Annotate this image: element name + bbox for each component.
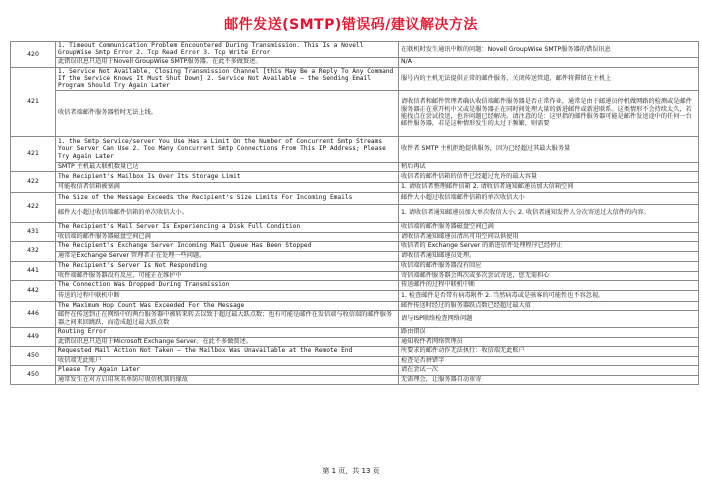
table-row bbox=[11, 162, 699, 171]
table-row bbox=[11, 365, 699, 375]
error-message-en: The Recipient's Exchange Server Incoming Mail Queue Has Been Stopped bbox=[56, 241, 399, 251]
error-code-cell: 446 bbox=[11, 301, 56, 327]
suggested-solution: 1. 检查邮件是否带有病毒附件 2. 当然病毒或是骇客的可能性也不容忽视。 bbox=[399, 290, 699, 301]
error-message-en: 1. Service Not Available, Closing Transmission Channel [this May Be a Reply To Any Command If the Service Knows It Must Shut Down] 2. Service Not Available – the Sending Email Program Should Try Again Later bbox=[56, 67, 399, 90]
table-row bbox=[11, 192, 699, 204]
error-explanation: 在联机时发生通讯中断的问题：Novell GroupWise SMTP服务器的错误讯息 bbox=[399, 42, 699, 58]
error-code-cell: 441 bbox=[11, 261, 56, 280]
error-message-cn: 此错误讯息只适用于Novell GroupWise SMTP服务器。在此不多做赘述。 bbox=[56, 57, 399, 67]
error-code-cell: 422 bbox=[11, 192, 56, 222]
suggested-solution: 请收信者通知邮递员清出可用空间以供使用 bbox=[399, 232, 699, 241]
error-message-en: Routing Error bbox=[56, 327, 399, 337]
suggested-solution: 1. 请收信者通知邮递员加大单次收信大小; 2. 收信者通知发件人分次寄送过大信件的内容。 bbox=[399, 204, 699, 222]
error-explanation: 邮件传送时经过的服务器跃点数已经超过最大值 bbox=[399, 301, 699, 310]
error-explanation: 服号内的主机无法提供正常的邮件服务，关闭传送管道，邮件将滞留在主机上 bbox=[399, 67, 699, 90]
suggested-solution: 1. 请收信者整理邮件信箱 2. 请收信者通知邮递员加大信箱空间 bbox=[399, 182, 699, 192]
table-row bbox=[11, 251, 699, 261]
error-code-cell: 442 bbox=[11, 280, 56, 301]
error-code-cell: 422 bbox=[11, 171, 56, 192]
error-message-en: 1. the Smtp Service/server You Use Has a Limit On the Number of Concurrent Smtp Streams Your Server Can Use 2. Too Many Concurrent Smtp Connections From This IP Address; Please Try Again Later bbox=[56, 136, 399, 162]
error-message-en: The Connection Was Dropped During Transmission bbox=[56, 280, 399, 290]
error-explanation: 收信端的邮件服务器没有回应 bbox=[399, 261, 699, 271]
error-message-cn: 收信者端邮件服务器暂时无法上线。 bbox=[56, 90, 399, 136]
table-row bbox=[11, 337, 699, 346]
table-row bbox=[11, 90, 699, 136]
error-message-en: Please Try Again Later bbox=[56, 365, 399, 375]
error-explanation: 收信者的邮件信箱的信件已经超过允许的最大容量 bbox=[399, 171, 699, 182]
error-message-en: Requested Mail Action Not Taken – the Mailbox Was Unavailable at the Remote End bbox=[56, 346, 399, 356]
table-row bbox=[11, 327, 699, 337]
suggested-solution: 请与ISP联络检查网络问题 bbox=[399, 310, 699, 327]
table-row bbox=[11, 356, 699, 365]
error-explanation: 收信者的 Exchange Server 的新进信件处理程序已经停止 bbox=[399, 241, 699, 251]
error-message-cn: 收信端无此账户 bbox=[56, 356, 399, 365]
error-explanation: 传送邮件的过程中联机中断 bbox=[399, 280, 699, 290]
table-row bbox=[11, 171, 699, 182]
error-message-cn: 收信端的邮件服务器磁盘空间已满 bbox=[56, 232, 399, 241]
error-explanation: 路由错误 bbox=[399, 327, 699, 337]
error-message-cn: 可能收信者信箱被塞满 bbox=[56, 182, 399, 192]
error-message-en: The Recipient's Server Is Not Responding bbox=[56, 261, 399, 271]
page-title: 邮件发送(SMTP)错误码/建议解决方法 bbox=[224, 17, 478, 33]
table-row bbox=[11, 375, 699, 384]
table-row bbox=[11, 57, 699, 67]
table-row bbox=[11, 67, 699, 90]
error-explanation: 收件者 SMTP 主机拒绝提供服务，因为已经超过其最大服务量 bbox=[399, 136, 699, 162]
table-row bbox=[11, 346, 699, 356]
error-message-en: The Size of the Message Exceeds the Recipient's Size Limits For Incoming Emails bbox=[56, 192, 399, 204]
table-row bbox=[11, 42, 699, 58]
error-message-cn: 通常发生在对方启用灰名单防垃圾信机制的缘故 bbox=[56, 375, 399, 384]
table-row bbox=[11, 290, 699, 301]
suggested-solution: 通知收件者网络管理员 bbox=[399, 337, 699, 346]
table-row bbox=[11, 261, 699, 271]
table-row bbox=[11, 136, 699, 162]
error-code-cell: 432 bbox=[11, 241, 56, 261]
suggested-solution: 请收信者通知邮递员处理。 bbox=[399, 251, 699, 261]
error-explanation: 邮件大小超过收信端邮件信箱的单次收信大小 bbox=[399, 192, 699, 204]
error-message-en: 1. Timeout Communication Problem Encountered During Transmission. This Is a Novell GroupWise Smtp Error 2. Tcp Read Error 3. Tcp Write Error bbox=[56, 42, 399, 58]
error-message-cn: 传送的过程中联机中断 bbox=[56, 290, 399, 301]
table-row bbox=[11, 271, 699, 280]
error-code-cell: 450 bbox=[11, 346, 56, 365]
table-row bbox=[11, 301, 699, 310]
suggested-solution: 稍后再试 bbox=[399, 162, 699, 171]
suggested-solution: 检查是否拼错字 bbox=[399, 356, 699, 365]
error-message-cn: 通常是Exchange Server 管理者正在处理一些问题。 bbox=[56, 251, 399, 261]
error-code-cell: 450 bbox=[11, 365, 56, 384]
suggested-solution: 无需理会，让服务器自动重寄 bbox=[399, 375, 699, 384]
table-row bbox=[11, 310, 699, 327]
table-row bbox=[11, 204, 699, 222]
error-code-cell: 421 bbox=[11, 136, 56, 171]
error-code-cell: 431 bbox=[11, 222, 56, 241]
error-message-cn: SMTP 主机最大联机数量已达 bbox=[56, 162, 399, 171]
table-row bbox=[11, 222, 699, 232]
error-message-en: The Maximum Hop Count Was Exceeded For the Message bbox=[56, 301, 399, 310]
page-footer: 第 1 页，共 13 页 bbox=[322, 467, 380, 475]
error-explanation: 请在尝试一次 bbox=[399, 365, 699, 375]
error-code-cell: 420 bbox=[11, 42, 56, 68]
smtp-error-table bbox=[10, 41, 699, 385]
table-row bbox=[11, 182, 699, 192]
error-message-cn: 邮件在传送到正在网络中的两台服务器中被转来转去以致于超过最大跃点数；也有可能是邮件在发信端与收信端的邮件服务器之间来回跳跃，而造成超过最大跃点数 bbox=[56, 310, 399, 327]
error-code-cell: 421 bbox=[11, 67, 56, 136]
suggested-solution: 请收信者和邮件管理者确认收信端邮件服务器是否正常作业，通常是由于邮递员停机做网路的检测或是邮件服务器正在重开机中又或是服务器正在同时间处理大量的新进邮件或新进联系。这类情形不会持续太久，若能找点在尝试投送，也许问题已经解决。请注意的是：这里指的邮件服务器可能是邮件发送途中的任何一台邮件服务器，若是这种情形发生的太过于频繁，则需要 bbox=[399, 90, 699, 136]
error-code-cell: 449 bbox=[11, 327, 56, 346]
error-message-cn: 邮件大小超过收信端邮件信箱的单次收信大小。 bbox=[56, 204, 399, 222]
error-message-en: The Recipient's Mail Server Is Experiencing a Disk Full Condition bbox=[56, 222, 399, 232]
error-explanation: 收信端的邮件服务器磁盘空间已满 bbox=[399, 222, 699, 232]
error-explanation: 所要求的邮件动作无法执行：收信端无此账户 bbox=[399, 346, 699, 356]
table-row bbox=[11, 241, 699, 251]
table-row bbox=[11, 280, 699, 290]
suggested-solution: N/A bbox=[399, 57, 699, 67]
error-message-cn: 此错误讯息只适用于Microsoft Exchange Server。在此不多做赘述。 bbox=[56, 337, 399, 346]
error-message-cn: 收件端邮件服务器没有反应，可能正在维护中 bbox=[56, 271, 399, 280]
table-row bbox=[11, 232, 699, 241]
error-message-en: The Recipient's Mailbox Is Over Its Storage Limit bbox=[56, 171, 399, 182]
suggested-solution: 寄信端邮件服务器会再次或多次尝试寄送，您无需担心 bbox=[399, 271, 699, 280]
